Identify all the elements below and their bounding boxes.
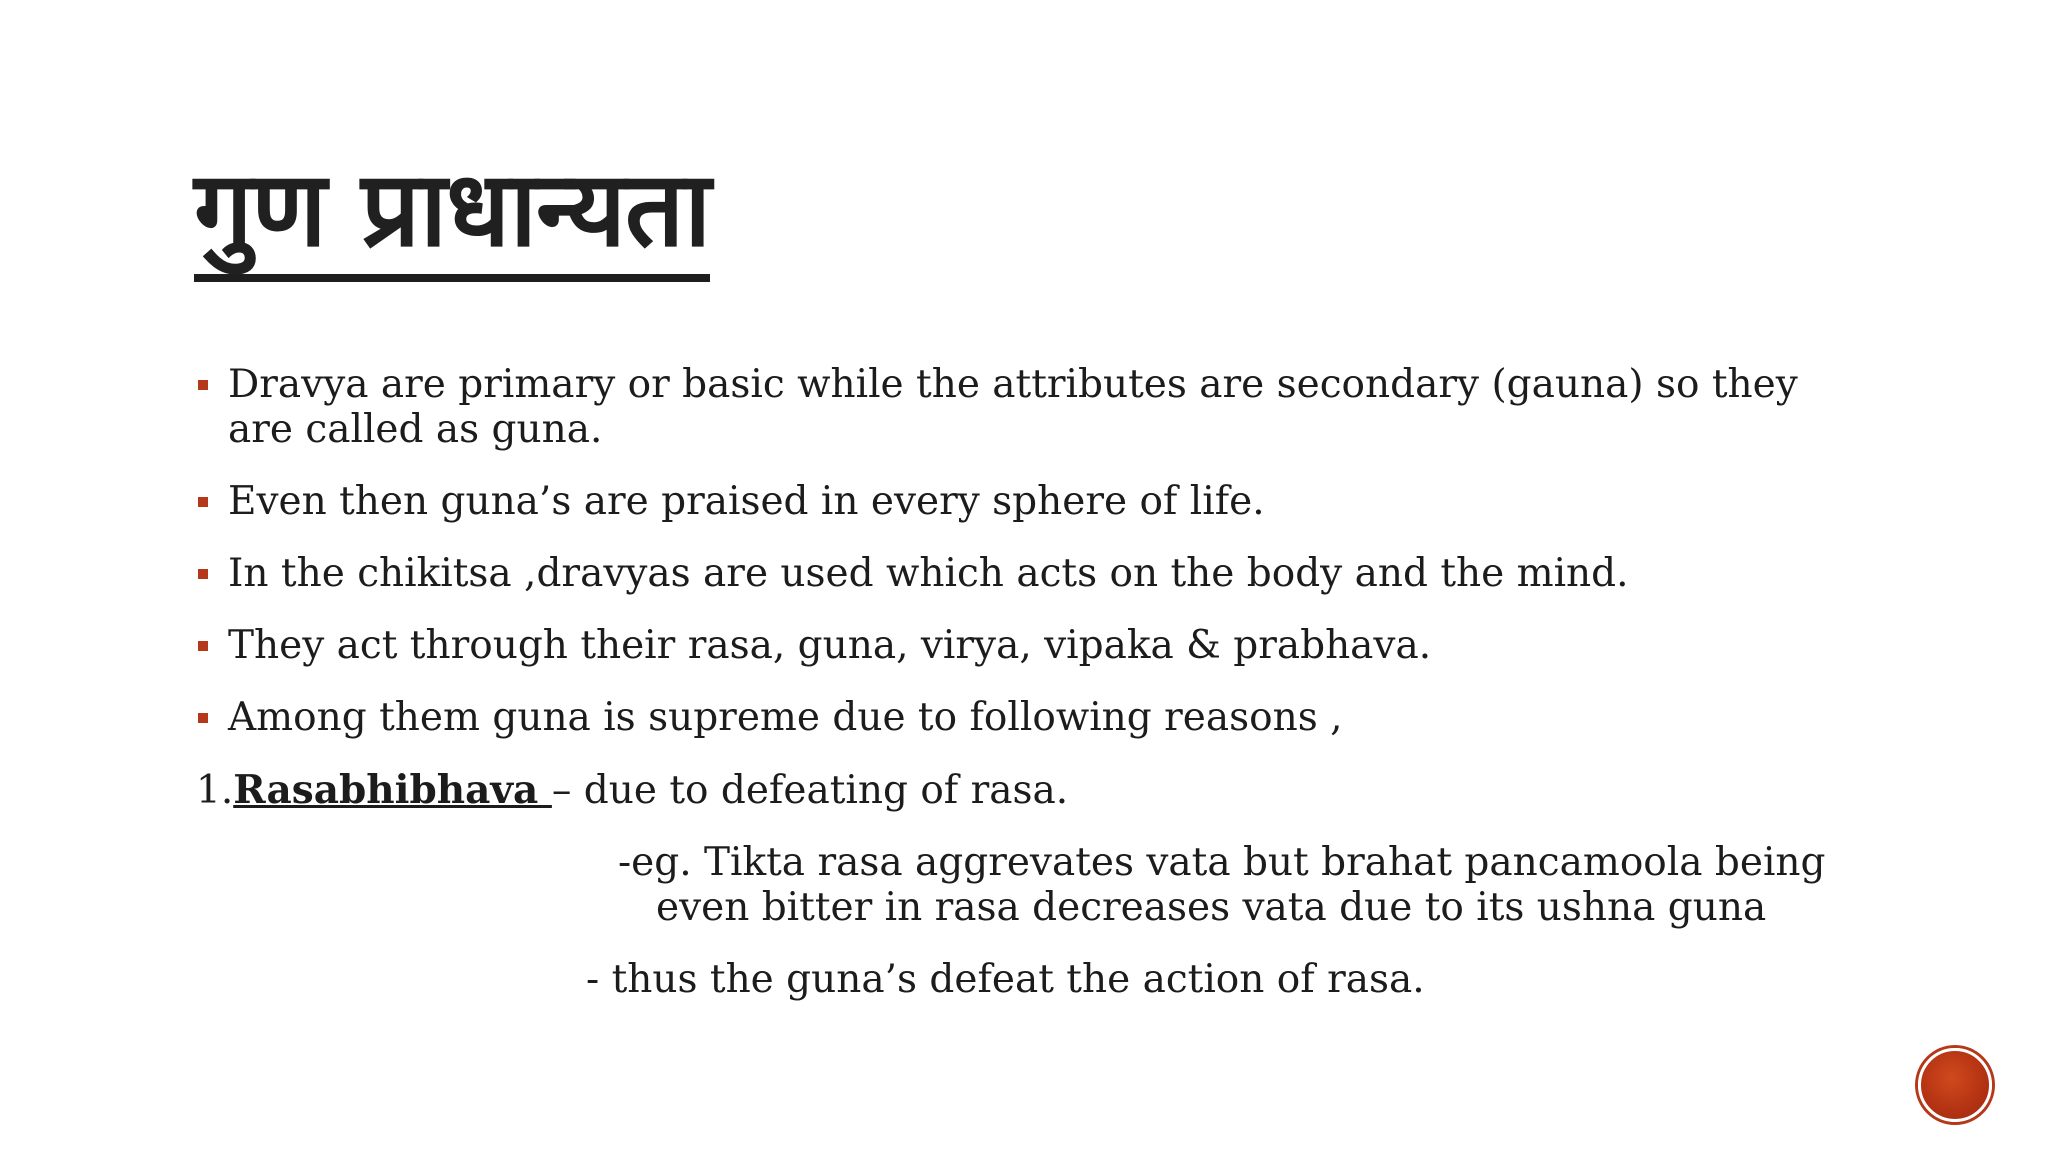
square-bullet-icon — [198, 641, 208, 651]
numbered-item — [196, 768, 1068, 813]
bullet-item — [196, 551, 1836, 596]
bullet-text: Dravya are primary or basic while the attributes are secondary (gauna) so they are called as guna. — [228, 362, 1798, 452]
bullet-text: Among them guna is supreme due to following reasons , — [228, 695, 1343, 740]
item-number: 1. — [196, 768, 234, 813]
bullet-item — [196, 623, 1836, 668]
bullet-item — [196, 695, 1836, 740]
square-bullet-icon — [198, 569, 208, 579]
item-term: Rasabhibhava — [233, 767, 552, 813]
bullet-text: They act through their rasa, guna, virya, vipaka & prabhava. — [228, 623, 1432, 668]
bullet-item — [196, 479, 1836, 524]
bullet-list — [196, 362, 1836, 767]
bullet-text: In the chikitsa ,dravyas are used which acts on the body and the mind. — [228, 551, 1629, 596]
bullet-item — [196, 362, 1836, 452]
bullet-text: Even then guna’s are praised in every sphere of life. — [228, 479, 1265, 524]
circle-button-icon[interactable] — [1918, 1048, 1992, 1122]
slide-title: गुण प्राधान्यता — [194, 150, 710, 282]
conclusion-text: - thus the guna’s defeat the action of rasa. — [586, 957, 1425, 1002]
example-text: -eg. Tikta rasa aggrevates vata but brahat pancamoola being even bitter in rasa decreases vata due to its ushna guna — [618, 840, 1826, 930]
item-description: – due to defeating of rasa. — [551, 768, 1069, 813]
square-bullet-icon — [198, 713, 208, 723]
square-bullet-icon — [198, 380, 208, 390]
square-bullet-icon — [198, 497, 208, 507]
